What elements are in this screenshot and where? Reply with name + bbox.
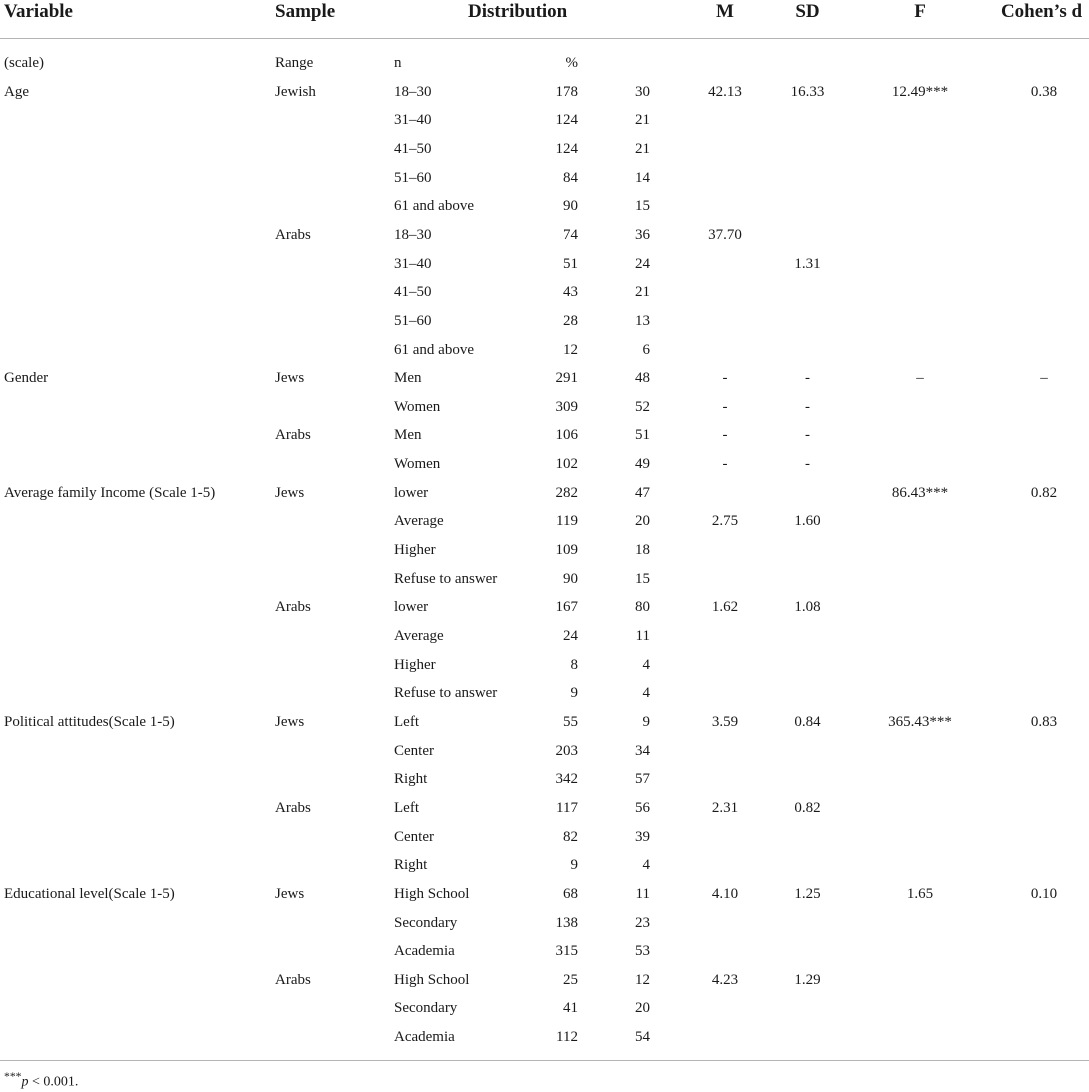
mean-cell: -	[722, 399, 728, 415]
percent-cell: 14	[635, 170, 650, 186]
n-cell: 55	[563, 714, 578, 730]
percent-cell: 49	[635, 456, 650, 472]
mean-cell: -	[722, 370, 728, 386]
percent-cell: 4	[642, 657, 650, 673]
distribution-cell: 51–60	[394, 313, 432, 329]
header-rule	[0, 38, 1089, 39]
percent-cell: 4	[642, 857, 650, 873]
mean-cell: 4.10	[711, 886, 739, 902]
header-m: M	[716, 1, 734, 22]
sd-cell: -	[805, 399, 810, 415]
mean-cell: 4.23	[711, 972, 739, 988]
percent-cell: 13	[635, 313, 650, 329]
distribution-cell: Refuse to answer	[394, 571, 498, 587]
percent-cell: 15	[635, 571, 650, 587]
sd-cell: -	[805, 370, 810, 386]
n-cell: 24	[563, 628, 578, 644]
distribution-cell: Left	[394, 800, 419, 816]
header-cohens-d: Cohen’s d	[1000, 1, 1083, 22]
percent-cell: 21	[635, 112, 650, 128]
n-cell: 68	[563, 886, 578, 902]
sd-cell: -	[805, 427, 810, 443]
percent-cell: 48	[635, 370, 650, 386]
n-cell: 12	[563, 342, 578, 358]
percent-cell: 23	[635, 915, 650, 931]
significance-marker: ***	[4, 1070, 22, 1083]
sample-cell: Arabs	[275, 972, 311, 988]
distribution-cell: Right	[394, 771, 428, 787]
sd-cell: -	[805, 456, 810, 472]
distribution-cell: 61 and above	[394, 198, 474, 214]
percent-cell: 15	[635, 198, 650, 214]
sample-cell: Jews	[275, 485, 305, 501]
mean-cell: 37.70	[708, 227, 742, 243]
distribution-cell: Secondary	[394, 915, 458, 931]
sd-cell: 1.31	[794, 256, 821, 272]
n-cell: %	[565, 55, 578, 71]
distribution-cell: Higher	[394, 657, 436, 673]
percent-cell: 20	[635, 513, 650, 529]
distribution-cell: Refuse to answer	[394, 685, 498, 701]
percent-cell: 57	[635, 771, 650, 787]
n-cell: 90	[563, 198, 578, 214]
n-cell: 178	[555, 84, 578, 100]
mean-cell: 2.75	[711, 513, 739, 529]
percent-cell: 12	[635, 972, 650, 988]
footnote-text: p < 0.001.	[21, 1074, 79, 1090]
distribution-cell: 18–30	[394, 227, 432, 243]
distribution-cell: Secondary	[394, 1000, 458, 1016]
sd-cell: 16.33	[790, 84, 825, 100]
distribution-cell: Average	[394, 628, 444, 644]
variable-cell: Political attitudes(Scale 1-5)	[4, 714, 175, 730]
percent-cell: 39	[635, 829, 650, 845]
header-variable: Variable	[4, 1, 73, 22]
header-f: F	[914, 1, 926, 22]
f-cell: 86.43***	[891, 485, 949, 501]
distribution-cell: Women	[394, 399, 441, 415]
f-cell: –	[916, 370, 924, 386]
bottom-rule	[0, 1060, 1089, 1061]
percent-cell: 53	[635, 943, 650, 959]
f-cell: 1.65	[906, 886, 934, 902]
percent-cell: 4	[642, 685, 650, 701]
f-cell: 365.43***	[888, 714, 952, 730]
n-cell: 102	[555, 456, 578, 472]
percent-cell: 56	[635, 800, 650, 816]
n-cell: 51	[563, 256, 578, 272]
n-cell: 109	[555, 542, 578, 558]
sample-cell: Jews	[275, 370, 305, 386]
sample-cell: Jews	[275, 714, 305, 730]
mean-cell: 1.62	[711, 599, 739, 615]
variable-cell: Educational level(Scale 1-5)	[4, 886, 175, 902]
percent-cell: 54	[635, 1029, 650, 1045]
distribution-cell: Right	[394, 857, 428, 873]
n-cell: 41	[563, 1000, 578, 1016]
mean-cell: 2.31	[711, 800, 739, 816]
distribution-cell: Academia	[394, 1029, 455, 1045]
percent-cell: 80	[635, 599, 650, 615]
n-cell: 9	[570, 857, 578, 873]
percent-cell: 30	[635, 84, 650, 100]
percent-cell: 11	[635, 886, 650, 902]
n-cell: 203	[555, 743, 578, 759]
percent-cell: 21	[635, 141, 650, 157]
header-sd: SD	[795, 1, 820, 22]
percent-cell: 52	[635, 399, 650, 415]
header-distribution: Distribution	[468, 1, 568, 22]
n-cell: 28	[563, 313, 578, 329]
cohens-d-cell: 0.10	[1030, 886, 1058, 902]
n-cell: 84	[563, 170, 578, 186]
n-cell: 82	[563, 829, 578, 845]
distribution-cell: Academia	[394, 943, 455, 959]
f-cell: 12.49***	[891, 84, 949, 100]
distribution-cell: Higher	[394, 542, 436, 558]
sample-cell: Jewish	[275, 84, 316, 100]
distribution-cell: 18–30	[394, 84, 432, 100]
n-cell: 117	[556, 800, 578, 816]
sd-cell: 0.82	[794, 800, 821, 816]
distribution-cell: n	[394, 55, 402, 71]
distribution-cell: Average	[394, 513, 444, 529]
cohens-d-cell: –	[1040, 370, 1048, 386]
header-sample: Sample	[275, 1, 336, 22]
percent-cell: 36	[635, 227, 650, 243]
mean-cell: 3.59	[711, 714, 739, 730]
variable-cell: Average family Income (Scale 1-5)	[4, 485, 216, 501]
distribution-cell: Men	[394, 370, 422, 386]
percent-cell: 47	[635, 485, 650, 501]
n-cell: 106	[555, 427, 578, 443]
cohens-d-cell: 0.82	[1030, 485, 1058, 501]
distribution-cell: 41–50	[394, 141, 432, 157]
distribution-cell: 61 and above	[394, 342, 474, 358]
percent-cell: 6	[642, 342, 650, 358]
n-cell: 124	[555, 112, 578, 128]
sample-cell: Arabs	[275, 427, 311, 443]
sample-cell: Range	[275, 55, 314, 71]
variable-cell: (scale)	[4, 55, 44, 71]
n-cell: 167	[555, 599, 578, 615]
cohens-d-cell: 0.38	[1030, 84, 1058, 100]
mean-cell: -	[722, 456, 728, 472]
n-cell: 112	[556, 1029, 578, 1045]
percent-cell: 34	[635, 743, 650, 759]
n-cell: 282	[555, 485, 578, 501]
cohens-d-cell: 0.83	[1030, 714, 1058, 730]
sample-cell: Arabs	[275, 227, 311, 243]
sample-cell: Arabs	[275, 800, 311, 816]
footnote	[4, 1068, 78, 1092]
n-cell: 315	[555, 943, 578, 959]
distribution-cell: Center	[394, 743, 434, 759]
n-cell: 138	[555, 915, 578, 931]
sd-cell: 1.29	[794, 972, 821, 988]
distribution-cell: 31–40	[394, 256, 432, 272]
percent-cell: 24	[635, 256, 650, 272]
n-cell: 25	[563, 972, 578, 988]
n-cell: 74	[563, 227, 578, 243]
variable-cell: Age	[4, 84, 29, 100]
percent-cell: 20	[635, 1000, 650, 1016]
n-cell: 8	[570, 657, 578, 673]
n-cell: 309	[555, 399, 578, 415]
variable-cell: Gender	[4, 370, 49, 386]
n-cell: 342	[555, 771, 578, 787]
percent-cell: 11	[635, 628, 650, 644]
sd-cell: 1.25	[794, 886, 821, 902]
mean-cell: 42.13	[708, 84, 742, 100]
n-cell: 90	[563, 571, 578, 587]
sd-cell: 1.08	[794, 599, 821, 615]
percent-cell: 51	[635, 427, 650, 443]
percent-cell: 9	[642, 714, 650, 730]
distribution-cell: 31–40	[394, 112, 432, 128]
distribution-cell: 41–50	[394, 284, 432, 300]
percent-cell: 18	[635, 542, 650, 558]
mean-cell: -	[722, 427, 728, 443]
distribution-cell: High School	[394, 972, 470, 988]
distribution-cell: lower	[394, 599, 429, 615]
n-cell: 124	[555, 141, 578, 157]
n-cell: 119	[556, 513, 578, 529]
distribution-cell: Women	[394, 456, 441, 472]
sample-cell: Arabs	[275, 599, 311, 615]
distribution-cell: lower	[394, 485, 429, 501]
sd-cell: 1.60	[794, 513, 821, 529]
distribution-cell: 51–60	[394, 170, 432, 186]
distribution-cell: Left	[394, 714, 419, 730]
percent-cell: 21	[635, 284, 650, 300]
n-cell: 9	[570, 685, 578, 701]
distribution-cell: Center	[394, 829, 434, 845]
n-cell: 43	[563, 284, 578, 300]
distribution-cell: Men	[394, 427, 422, 443]
n-cell: 291	[555, 370, 578, 386]
sample-cell: Jews	[275, 886, 305, 902]
distribution-cell: High School	[394, 886, 470, 902]
sd-cell: 0.84	[794, 714, 821, 730]
